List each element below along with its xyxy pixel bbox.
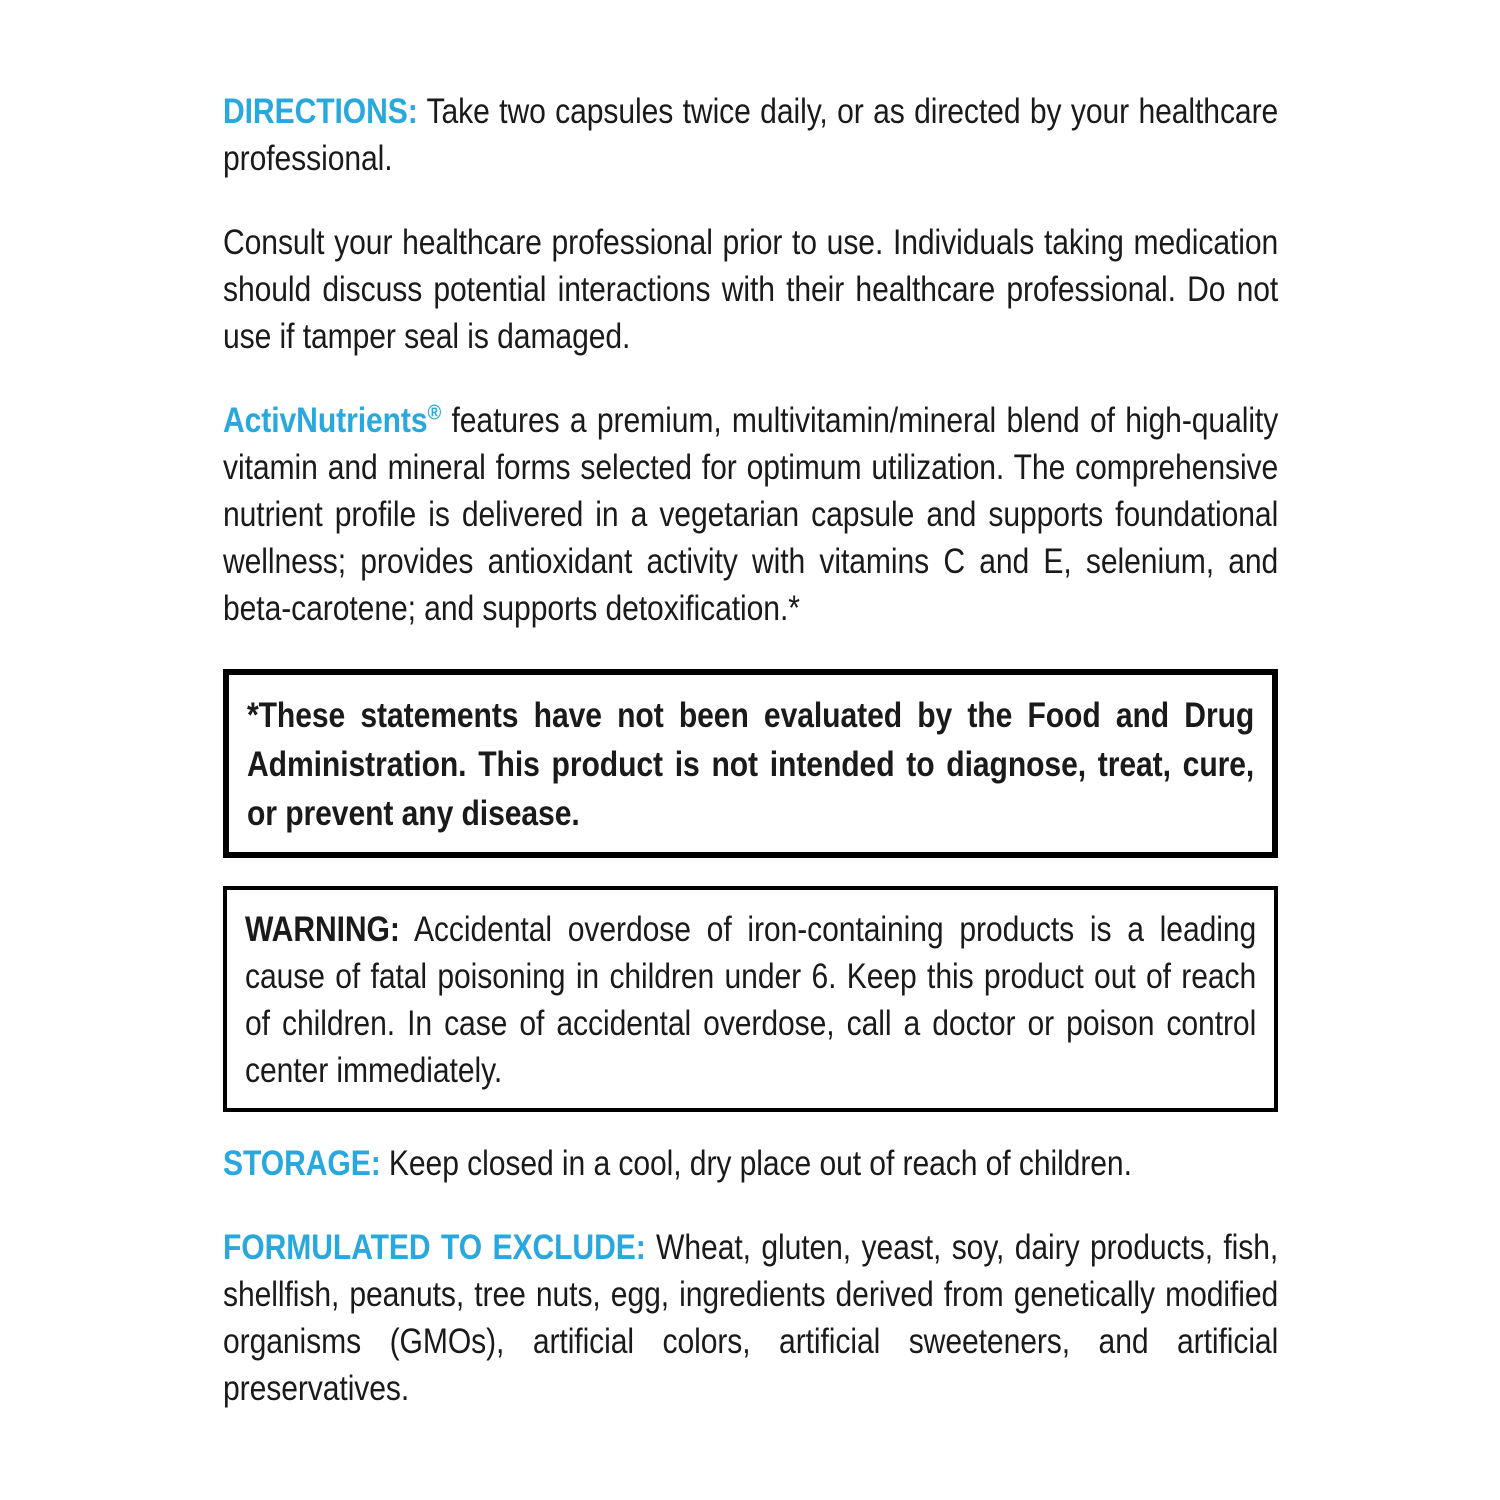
- directions-heading: DIRECTIONS:: [223, 92, 418, 131]
- product-description-body: features a premium, multivitamin/mineral blend of high-quality vitamin and mineral forms selected for optimum utilization. The comprehensive nutrient profile is delivered in a vegetarian capsule and supports foundational wellness; provides antioxidant activity with vitamins C and E, selenium, and beta-carotene; and supports detoxification.*: [223, 401, 1279, 628]
- storage-body: Keep closed in a cool, dry place out of reach of children.: [380, 1144, 1132, 1183]
- warning-label: WARNING:: [245, 910, 400, 949]
- directions-paragraph: [223, 88, 1278, 182]
- directions-body: Take two capsules twice daily, or as directed by your healthcare professional.: [223, 92, 1279, 178]
- product-description-paragraph: [223, 397, 1278, 632]
- storage-paragraph: [223, 1140, 1278, 1187]
- formulated-to-exclude-paragraph: [223, 1224, 1278, 1412]
- consult-body: Consult your healthcare professional prior to use. Individuals taking medication should discuss potential interactions with their healthcare professional. Do not use if tamper seal is damaged.: [223, 223, 1279, 356]
- fda-disclaimer-box: [223, 669, 1278, 858]
- warning-box: [223, 886, 1278, 1112]
- warning-body: Accidental overdose of iron-containing products is a leading cause of fatal poisoning in children under 6. Keep this product out of reach of children. In case of accidental overdose, call a doctor or poison control center immediately.: [245, 910, 1257, 1090]
- storage-heading: STORAGE:: [223, 1144, 381, 1183]
- registered-trademark-icon: ®: [427, 399, 442, 425]
- consult-paragraph: [223, 219, 1278, 360]
- brand-name: [223, 401, 441, 440]
- formulated-to-exclude-body: Wheat, gluten, yeast, soy, dairy products, fish, shellfish, peanuts, tree nuts, egg, ingredients derived from genetically modified organisms (GMOs), artificial colors, artificial sweeteners, and artificial preservatives.: [223, 1228, 1279, 1408]
- fda-disclaimer-paragraph: [247, 691, 1254, 838]
- brand-name-text: ActivNutrients: [223, 401, 428, 440]
- fda-disclaimer-text: *These statements have not been evaluated by the Food and Drug Administration. This product is not intended to diagnose, treat, cure, or prevent any disease.: [247, 696, 1255, 833]
- formulated-to-exclude-heading: FORMULATED TO EXCLUDE:: [223, 1228, 646, 1267]
- warning-paragraph: [245, 906, 1256, 1094]
- supplement-label-panel: [223, 88, 1278, 1412]
